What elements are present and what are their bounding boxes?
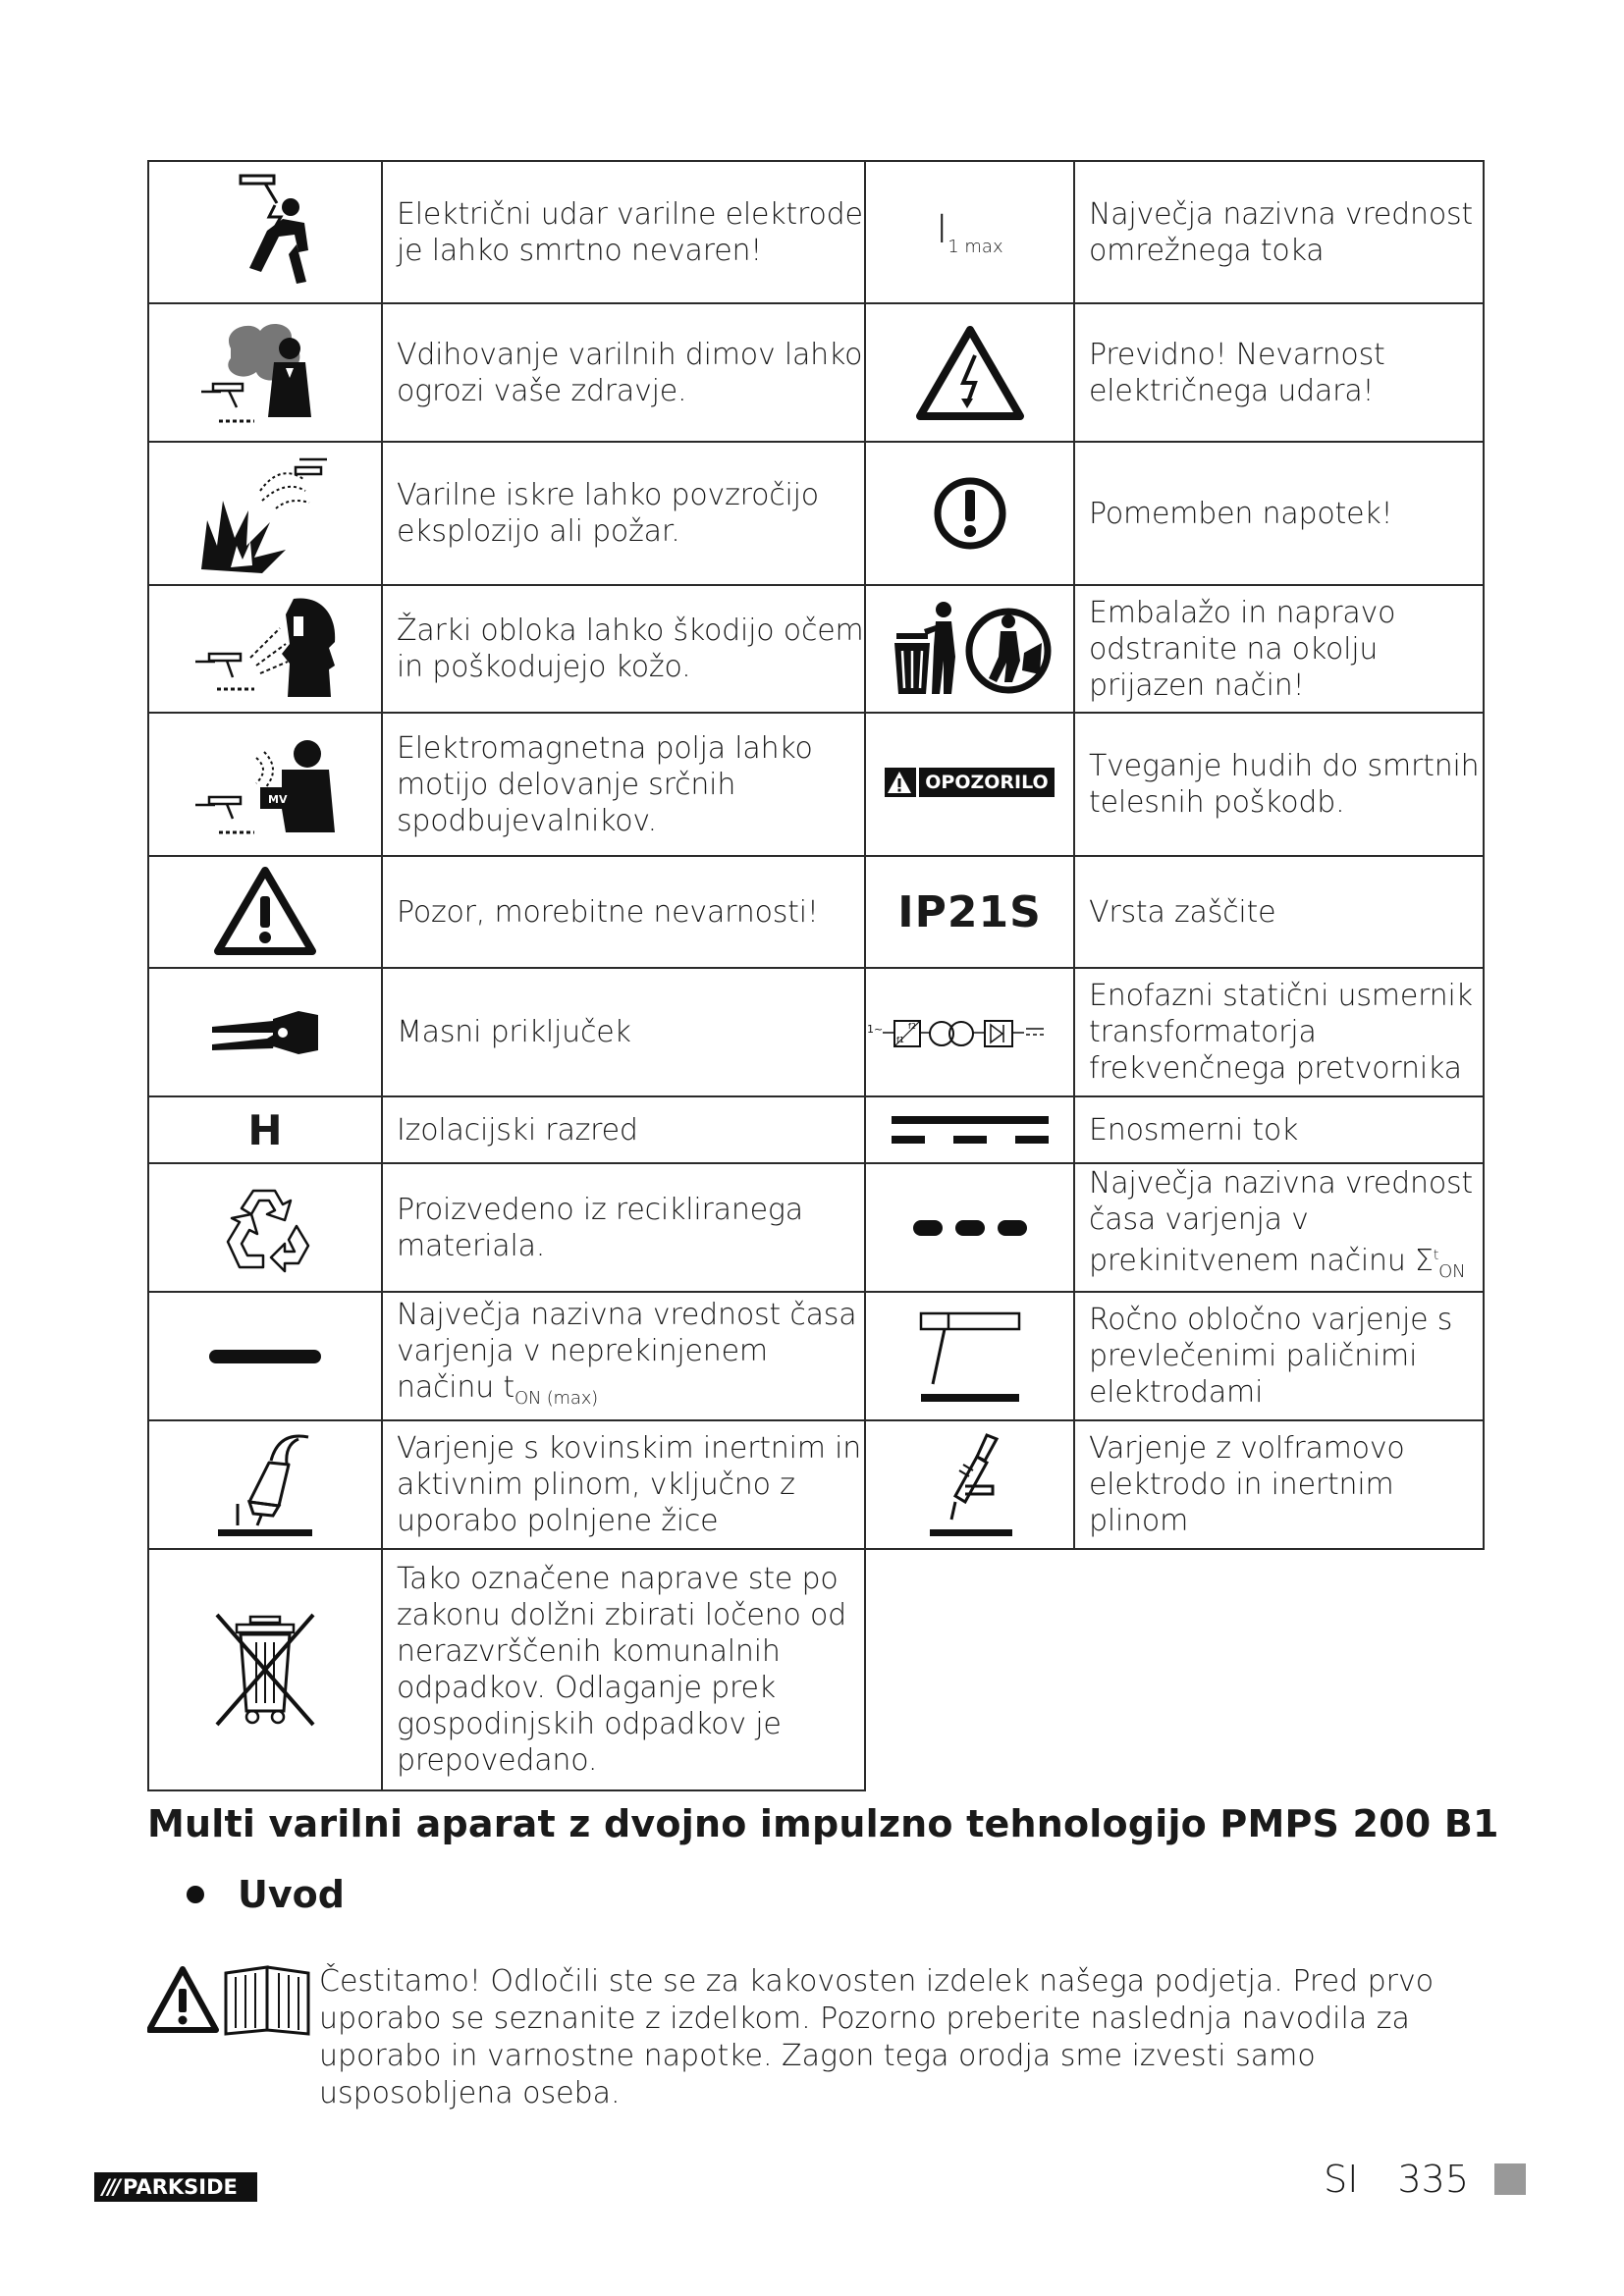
section-heading — [187, 1873, 345, 1916]
warning-triangle-icon — [148, 856, 382, 968]
svg-text:f1: f1 — [895, 1035, 904, 1044]
table-row — [148, 585, 1484, 713]
table-cell-text: Masni priključek — [382, 968, 865, 1096]
warning-label-badge — [865, 713, 1074, 856]
table-cell-text: Vdihovanje varilnih dimov lahko ogrozi vaše zdravje. — [382, 303, 865, 442]
continuous-duty-icon — [148, 1292, 382, 1420]
dispose-recycle-icon — [865, 585, 1074, 713]
table-cell-text: Pomemben napotek! — [1074, 442, 1484, 585]
table-cell-text: Varilne iskre lahko povzročijo eksplozijo ali požar. — [382, 442, 865, 585]
table-cell-text: Enosmerni tok — [1074, 1096, 1484, 1163]
table-cell-text: Pozor, morebitne nevarnosti! — [382, 856, 865, 968]
table-cell-text: Največja nazivna vrednost časa varjenja v prekinitvenem načinu $\Sigma^t_{ON}$ — [1074, 1163, 1484, 1292]
table-row — [148, 1292, 1484, 1420]
page-number: 335 — [1397, 2158, 1469, 2201]
symbol-table — [147, 160, 1485, 1791]
page-title: Multi varilni aparat z dvojno impulzno tehnologijo PMPS 200 B1 — [147, 1802, 1499, 1845]
empty-cell — [865, 1549, 1484, 1790]
welding-sparks-explosion-icon — [148, 442, 382, 585]
table-cell-text: Previdno! Nevarnost električnega udara! — [1074, 303, 1484, 442]
svg-text:f2: f2 — [907, 1021, 916, 1031]
table-cell-text: Ročno obločno varjenje s prevlečenimi paličnimi elektrodami — [1074, 1292, 1484, 1420]
table-row — [148, 161, 1484, 303]
electric-shock-electrode-icon — [148, 161, 382, 303]
table-cell-text: Električni udar varilne elektrode je lahko smrtno nevaren! — [382, 161, 865, 303]
svg-text:1~: 1~ — [866, 1022, 883, 1036]
table-cell-text: Žarki obloka lahko škodijo očem in poškodujejo kožo. — [382, 585, 865, 713]
table-row — [148, 442, 1484, 585]
insulation-class-symbol: H — [148, 1096, 382, 1163]
logo-slashes: /// — [102, 2175, 120, 2199]
table-cell-text: Varjenje z volframovo elektrodo in inertnim plinom — [1074, 1420, 1484, 1549]
weee-crossed-bin-icon — [148, 1549, 382, 1790]
max-mains-current-symbol: $I_{1 max}$ — [865, 161, 1074, 303]
table-cell-text: Izolacijski razred — [382, 1096, 865, 1163]
table-cell-text: Največja nazivna vrednost časa varjenja v neprekinjenem načinu $t_{ON (max)}$ — [382, 1292, 865, 1420]
table-row — [148, 1549, 1484, 1790]
inverter-rectifier-icon — [865, 968, 1074, 1096]
intro-icons — [147, 1965, 310, 2040]
electric-hazard-triangle-icon — [865, 303, 1074, 442]
intro-paragraph: Čestitamo! Odločili ste se za kakovosten izdelek našega podjetja. Pred prvo uporabo se seznanite z izdelkom. Pozorno preberite naslednja navodila za uporabo in varnostne napotke. Zagon tega orodja sme izvesti samo usposobljena oseba. — [319, 1964, 1435, 2110]
tig-torch-icon — [865, 1420, 1074, 1549]
language-code: SI — [1324, 2158, 1359, 2201]
ip-rating-symbol: IP21S — [865, 856, 1074, 968]
earth-clamp-icon — [148, 968, 382, 1096]
table-cell-text: Proizvedeno iz recikliranega materiala. — [382, 1163, 865, 1292]
logo-text: PARKSIDE — [123, 2175, 238, 2199]
important-note-icon — [865, 442, 1074, 585]
table-cell-text: Tveganje hudih do smrtnih telesnih poškodb. — [1074, 713, 1484, 856]
table-cell-text: Največja nazivna vrednost omrežnega toka — [1074, 161, 1484, 303]
electromagnetic-field-pacemaker-icon — [148, 713, 382, 856]
page-marker — [1494, 2163, 1526, 2195]
table-cell-text: Tako označene naprave ste po zakonu dolžni zbirati ločeno od nerazvrščenih komunalnih odpadkov. Odlaganje prek gospodinjskih odpadkov je prepovedano. — [382, 1549, 865, 1790]
table-cell-text: Vrsta zaščite — [1074, 856, 1484, 968]
section-heading-text: Uvod — [238, 1873, 345, 1916]
table-cell-text: Enofazni statični usmernik transformatorja frekvenčnega pretvornika — [1074, 968, 1484, 1096]
mig-mag-torch-icon — [148, 1420, 382, 1549]
table-row — [148, 1163, 1484, 1292]
intermittent-duty-icon — [865, 1163, 1074, 1292]
table-row — [148, 1420, 1484, 1549]
table-row — [148, 1096, 1484, 1163]
svg-text:MV: MV — [268, 793, 288, 806]
table-cell-text: Varjenje s kovinskim inertnim in aktivnim plinom, vključno z uporabo polnjene žice — [382, 1420, 865, 1549]
table-row — [148, 856, 1484, 968]
bullet-icon — [187, 1886, 204, 1903]
read-manual-icon — [226, 1967, 308, 2034]
table-cell-text: Elektromagnetna polja lahko motijo delovanje srčnih spodbujevalnikov. — [382, 713, 865, 856]
warning-triangle-icon — [149, 1969, 216, 2030]
page-number-area — [1324, 2158, 1526, 2201]
table-cell-text: Embalažo in napravo odstranite na okolju prijazen način! — [1074, 585, 1484, 713]
recycled-material-icon — [148, 1163, 382, 1292]
welding-fumes-icon — [148, 303, 382, 442]
direct-current-icon — [865, 1096, 1074, 1163]
warning-triangle-icon — [885, 768, 914, 797]
table-row — [148, 713, 1484, 856]
mma-welding-icon — [865, 1292, 1074, 1420]
table-row — [148, 303, 1484, 442]
arc-rays-icon — [148, 585, 382, 713]
warning-label-text: OPOZORILO — [925, 772, 1049, 793]
table-row — [148, 968, 1484, 1096]
brand-logo — [94, 2172, 257, 2202]
